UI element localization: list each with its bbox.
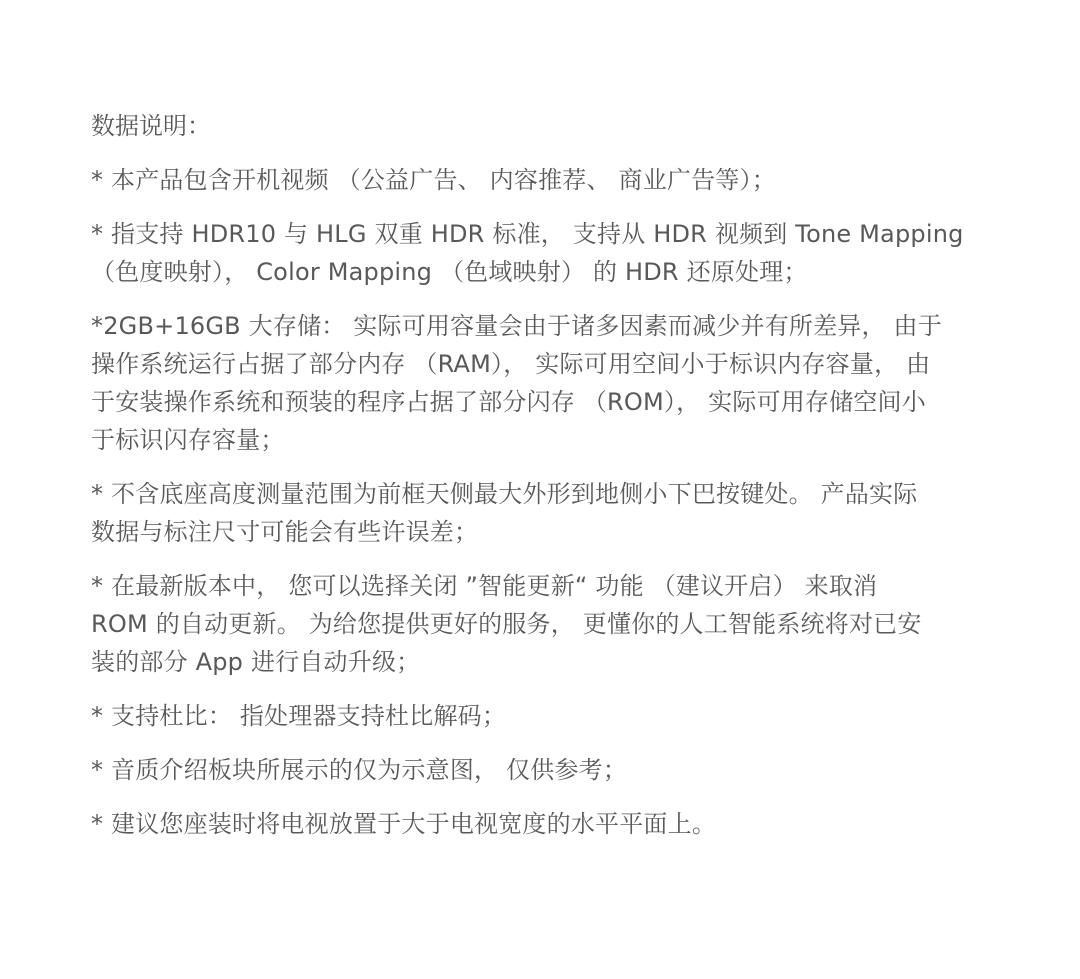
note-line: * 指支持 HDR10 与 HLG 双重 HDR 标准， 支持从 HDR 视频到 Tone Mapping xyxy=(91,220,964,248)
note-wall-mount xyxy=(91,805,996,843)
note-startup-video xyxy=(91,161,996,199)
note-line: 数据与标注尺寸可能会有些许误差； xyxy=(91,518,479,546)
note-line: *2GB+16GB 大存储： 实际可用容量会由于诸多因素而减少并有所差异， 由于 xyxy=(91,312,942,340)
note-line: ROM 的自动更新。 为给您提供更好的服务， 更懂你的人工智能系统将对已安 xyxy=(91,610,922,638)
note-hdr-support xyxy=(91,215,996,291)
note-line: 于安装操作系统和预装的程序占据了部分闪存 （ROM）， 实际可用存储空间小 xyxy=(91,388,926,416)
notes-heading: 数据说明： xyxy=(91,112,211,140)
note-line: * 本产品包含开机视频 （公益广告、 内容推荐、 商业广告等）； xyxy=(91,166,776,194)
note-storage xyxy=(91,307,996,459)
note-line: 操作系统运行占据了部分内存 （RAM）， 实际可用空间小于标识内存容量， 由 xyxy=(91,350,931,378)
note-audio-diagram xyxy=(91,751,996,789)
note-line: * 建议您座装时将电视放置于大于电视宽度的水平平面上。 xyxy=(91,810,717,838)
note-line: （色度映射）， Color Mapping （色域映射） 的 HDR 还原处理； xyxy=(91,258,808,286)
note-line: * 音质介绍板块所展示的仅为示意图， 仅供参考； xyxy=(91,756,628,784)
note-height-measurement xyxy=(91,475,996,551)
note-line: * 支持杜比： 指处理器支持杜比解码； xyxy=(91,702,507,730)
note-line: * 不含底座高度测量范围为前框天侧最大外形到地侧小下巴按键处。 产品实际 xyxy=(91,480,918,508)
data-notes-document xyxy=(91,107,996,843)
note-line: 于标识闪存容量； xyxy=(91,426,285,454)
note-line: * 在最新版本中， 您可以选择关闭 ”智能更新“ 功能 （建议开启） 来取消 xyxy=(91,572,878,600)
note-line: 装的部分 App 进行自动升级； xyxy=(91,648,421,676)
note-smart-update xyxy=(91,567,996,681)
note-dolby xyxy=(91,697,996,735)
